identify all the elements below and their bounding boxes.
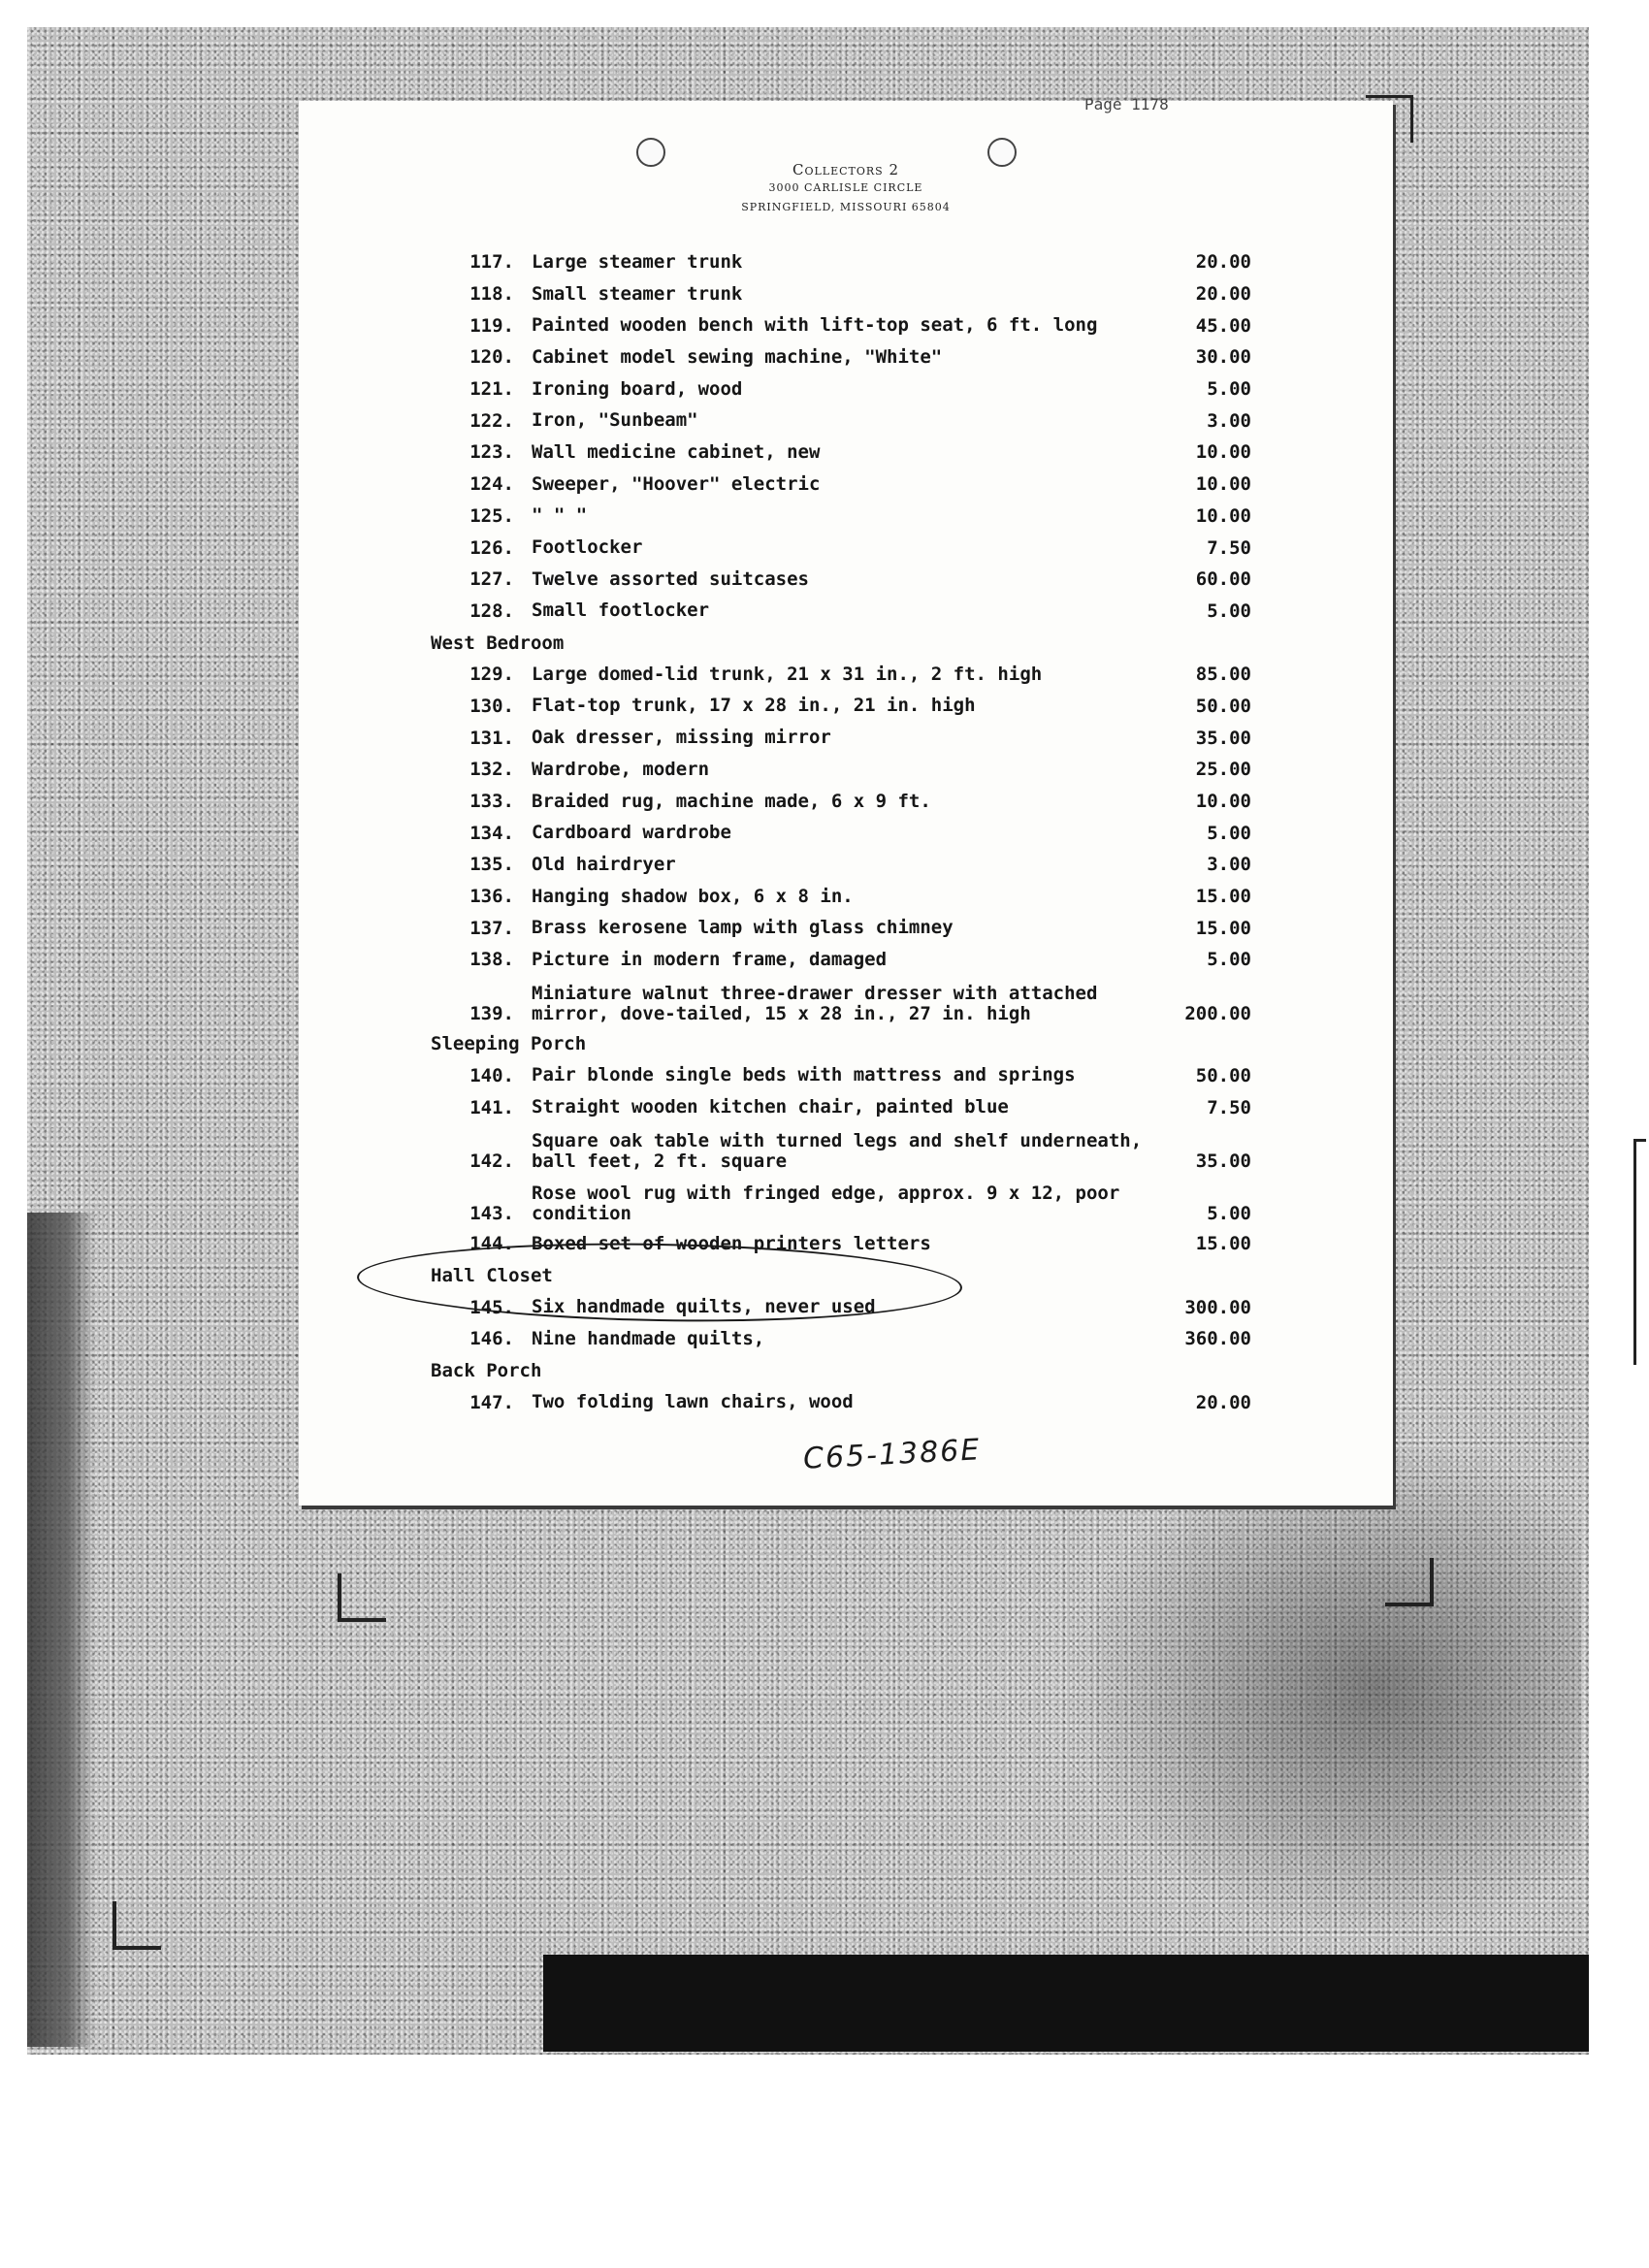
item-price: 3.00 (1207, 409, 1251, 432)
inventory-item-row (431, 501, 1304, 533)
item-number: 129. (469, 664, 514, 686)
inventory-item-row (431, 373, 1304, 405)
item-number: 147. (469, 1391, 514, 1413)
item-price: 60.00 (1195, 568, 1251, 591)
letterhead-name: Collectors 2 (792, 161, 900, 178)
item-description: Cardboard wardrobe (532, 822, 731, 844)
item-number: 134. (469, 822, 514, 844)
item-description: Nine handmade quilts, (532, 1327, 765, 1349)
item-price: 35.00 (1195, 1150, 1251, 1172)
item-price: 15.00 (1195, 1233, 1251, 1255)
item-price: 50.00 (1195, 695, 1251, 717)
item-description: Hanging shadow box, 6 x 8 in. (532, 885, 854, 907)
document-sheet (299, 95, 1393, 1506)
inventory-item-row (431, 469, 1304, 501)
item-price: 20.00 (1195, 251, 1251, 274)
item-price: 10.00 (1195, 441, 1251, 464)
item-description: Old hairdryer (532, 853, 676, 875)
item-description: Six handmade quilts, never used (532, 1296, 876, 1318)
item-number: 132. (469, 759, 514, 781)
item-number: 141. (469, 1096, 514, 1118)
item-price: 45.00 (1195, 314, 1251, 337)
inventory-item-row (431, 564, 1304, 596)
item-number: 135. (469, 854, 514, 876)
item-number: 126. (469, 536, 514, 559)
inventory-item-row (431, 309, 1304, 341)
item-price: 10.00 (1195, 791, 1251, 813)
item-description: Square oak table with turned legs and shelf underneath, ball feet, 2 ft. square (532, 1129, 1143, 1172)
inventory-item-row (431, 912, 1304, 944)
item-description: Large steamer trunk (532, 250, 743, 273)
item-number: 142. (469, 1150, 514, 1172)
item-description: Two folding lawn chairs, wood (532, 1391, 854, 1413)
item-price: 5.00 (1207, 378, 1251, 401)
item-description: Wall medicine cabinet, new (532, 440, 821, 463)
inventory-item-row (431, 1323, 1304, 1355)
inventory-item-row (431, 341, 1304, 373)
inventory-item-row (431, 596, 1304, 628)
item-price: 200.00 (1184, 1002, 1251, 1024)
crop-corner-mark (1385, 1558, 1434, 1606)
item-number: 145. (469, 1296, 514, 1318)
item-price: 50.00 (1195, 1064, 1251, 1086)
item-description: Braided rug, machine made, 6 x 9 ft. (532, 790, 931, 812)
item-number: 140. (469, 1064, 514, 1086)
item-number: 131. (469, 727, 514, 749)
page-number: Page 1178 (1084, 95, 1169, 113)
section-heading: Hall Closet (431, 1264, 553, 1286)
item-number: 139. (469, 1002, 514, 1024)
item-description: Pair blonde single beds with mattress and springs (532, 1064, 1076, 1086)
item-number: 144. (469, 1233, 514, 1255)
item-number: 130. (469, 695, 514, 717)
item-description: Boxed set of wooden printers letters (532, 1232, 931, 1254)
item-number: 127. (469, 568, 514, 591)
item-description: Small footlocker (532, 599, 710, 622)
item-price: 15.00 (1195, 917, 1251, 939)
item-description: Wardrobe, modern (532, 758, 710, 780)
inventory-item-row (431, 754, 1304, 786)
letterhead (299, 161, 1393, 217)
item-price: 20.00 (1195, 283, 1251, 306)
inventory-item-row (431, 849, 1304, 881)
item-number: 136. (469, 886, 514, 908)
inventory-item-row (431, 817, 1304, 849)
item-number: 124. (469, 473, 514, 496)
item-number: 125. (469, 504, 514, 527)
item-number: 143. (469, 1202, 514, 1224)
item-price: 5.00 (1207, 822, 1251, 844)
item-description: Footlocker (532, 536, 643, 559)
inventory-item-row (431, 1386, 1304, 1418)
item-description: Twelve assorted suitcases (532, 567, 809, 590)
crop-edge-mark (1633, 1139, 1646, 1365)
item-price: 15.00 (1195, 886, 1251, 908)
item-number: 119. (469, 314, 514, 337)
item-description: Oak dresser, missing mirror (532, 727, 831, 749)
item-price: 5.00 (1207, 949, 1251, 971)
item-price: 5.00 (1207, 1202, 1251, 1224)
inventory-item-row (431, 786, 1304, 818)
item-number: 146. (469, 1328, 514, 1350)
item-number: 138. (469, 949, 514, 971)
letterhead-street: 3000 CARLISLE CIRCLE (768, 181, 923, 194)
section-heading: West Bedroom (431, 632, 565, 654)
section-heading: Sleeping Porch (431, 1033, 587, 1055)
inventory-item-row (431, 1123, 1304, 1172)
item-description: Picture in modern frame, damaged (532, 948, 888, 970)
item-number: 122. (469, 409, 514, 432)
item-description: Cabinet model sewing machine, "White" (532, 345, 943, 368)
inventory-item-row (431, 437, 1304, 469)
inventory-item-row (431, 246, 1304, 278)
inventory-item-row (431, 659, 1304, 691)
item-price: 35.00 (1195, 727, 1251, 749)
photocopy-dark-edge (27, 1213, 95, 2047)
item-number: 121. (469, 378, 514, 401)
item-number: 137. (469, 917, 514, 939)
item-price: 20.00 (1195, 1391, 1251, 1413)
item-description: Rose wool rug with fringed edge, approx. 9 x 12, poor condition (532, 1182, 1120, 1224)
item-price: 360.00 (1184, 1328, 1251, 1350)
item-description: Straight wooden kitchen chair, painted blue (532, 1096, 1009, 1118)
item-description: Ironing board, wood (532, 377, 743, 400)
item-price: 10.00 (1195, 473, 1251, 496)
inventory-item-row (431, 881, 1304, 913)
photocopy-smudge (1067, 1436, 1581, 1940)
inventory-item-row (431, 691, 1304, 723)
item-number: 120. (469, 346, 514, 369)
inventory-item-row (431, 1060, 1304, 1092)
item-price: 3.00 (1207, 854, 1251, 876)
item-price: 30.00 (1195, 346, 1251, 369)
item-description: Miniature walnut three-drawer dresser with attached mirror, dove-tailed, 15 x 28 in., 27 in. high (532, 982, 1098, 1024)
item-price: 7.50 (1207, 1096, 1251, 1118)
letterhead-city: SPRINGFIELD, MISSOURI 65804 (741, 201, 951, 213)
inventory-list (431, 246, 1304, 1418)
item-description: Brass kerosene lamp with glass chimney (532, 917, 954, 939)
item-number: 123. (469, 441, 514, 464)
item-description: " " " (532, 504, 588, 527)
crop-corner-mark (338, 1573, 386, 1622)
item-description: Flat-top trunk, 17 x 28 in., 21 in. high (532, 695, 976, 717)
item-description: Painted wooden bench with lift-top seat, 6 ft. long (532, 314, 1098, 337)
item-number: 117. (469, 251, 514, 274)
inventory-item-row (431, 976, 1304, 1024)
inventory-item-row (431, 1091, 1304, 1123)
inventory-item-row (431, 532, 1304, 564)
item-description: Large domed-lid trunk, 21 x 31 in., 2 ft. high (532, 663, 1043, 685)
item-number: 128. (469, 599, 514, 622)
photocopy-dark-strip (543, 1955, 1589, 2052)
item-price: 300.00 (1184, 1296, 1251, 1318)
item-number: 133. (469, 791, 514, 813)
crop-corner-mark (113, 1901, 161, 1950)
item-number: 118. (469, 283, 514, 306)
item-price: 5.00 (1207, 599, 1251, 622)
inventory-item-row (431, 278, 1304, 310)
inventory-item-row (431, 1176, 1304, 1224)
section-heading: Back Porch (431, 1359, 542, 1381)
inventory-item-row (431, 722, 1304, 754)
item-price: 10.00 (1195, 504, 1251, 527)
item-price: 85.00 (1195, 664, 1251, 686)
item-price: 25.00 (1195, 759, 1251, 781)
item-description: Sweeper, "Hoover" electric (532, 472, 821, 495)
inventory-item-row (431, 944, 1304, 976)
item-price: 7.50 (1207, 536, 1251, 559)
handwritten-catalog-number: C65-1386E (802, 1433, 983, 1476)
inventory-item-row (431, 405, 1304, 437)
item-description: Iron, "Sunbeam" (532, 409, 698, 432)
item-description: Small steamer trunk (532, 282, 743, 305)
